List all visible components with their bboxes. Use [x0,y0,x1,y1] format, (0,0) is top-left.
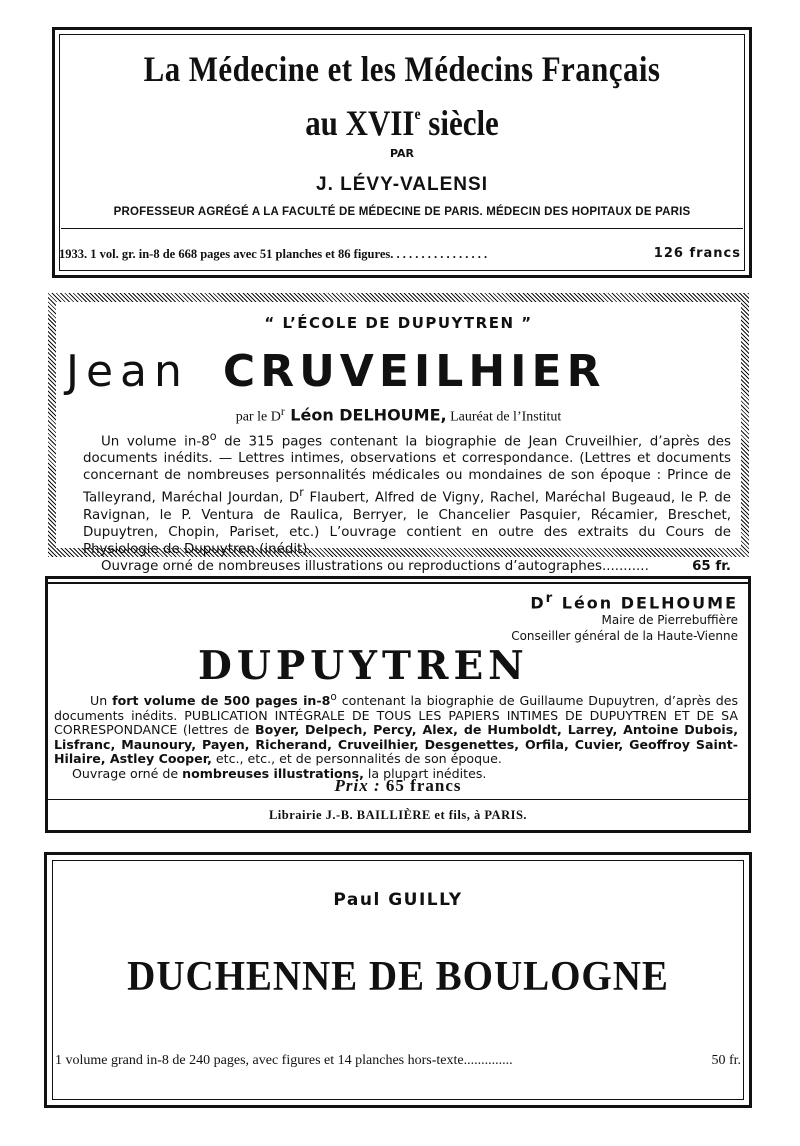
price: 126 francs [653,246,741,261]
publication-info: 1 volume grand in-8 de 240 pages, avec figures et 14 planches hors-texte .............. 50 fr. [55,1053,741,1068]
book-title-line2: au XVIIe siècle [305,103,499,143]
ad-dupuytren [45,576,751,833]
ad-medecine-xvii [52,27,752,278]
divider [48,799,748,800]
author-role: Maire de Pierrebuffière [601,613,738,627]
price: 65 fr. [692,558,731,574]
price: 50 fr. [711,1053,741,1068]
description [54,690,738,781]
author-credentials: PROFESSEUR AGRÉGÉ A LA FACULTÉ DE MÉDECINE DE PARIS. MÉDECIN DES HOPITAUX DE PARIS [113,206,691,218]
book-title: DUPUYTREN [198,643,529,689]
by-label: PAR [389,147,415,160]
description-paragraph: Un fort volume de 500 pages in-8$^o$ contenant la biographie de Guillaume Dupuytren, d’après des documents inédits. PUBLICATION INTÉGRALE DE TOUS LES PAPIERS INTIMES DE DUPUYTREN ET DE SA CORRESPONDANCE (lettres de Boyer, Delpech, Percy, Alex, de Humboldt, Larrey, Antoine Dubois, Lisfranc, Maunoury, Payen, Richerand, Cruveilhier, Desgenettes, Orfila, Cuvier, Geoffroy Saint-Hilaire, Astley Cooper, etc., etc., et de personnalités de son époque. [54,691,739,767]
author-name: Paul GUILLY [333,890,463,910]
publication-info: 1933. 1 vol. gr. in-8 de 668 pages avec 51 planches et 86 figures. . . . . . . . . . . . . . . . [59,247,488,261]
ad-duchenne-de-boulogne [44,852,752,1108]
divider [61,228,743,229]
author-name: $D^r$ Léon DELHOUME [530,591,738,613]
book-title: Jean CRUVEILHIER [66,346,606,397]
author-role: Conseiller général de la Haute-Vienne [511,629,738,643]
ad-jean-cruveilhier [48,293,749,574]
description-paragraph: Un volume in-8$^o$ de 315 pages contenant la biographie de Jean Cruveilhier, d’après des documents inédits. — Lettres intimes, observations et correspondance. (Lettres et documents concernant de nombreuses personnalités médicales ou mondaines de son époque : Prince de Talleyrand, Maréchal Jourdan, $D^r$ Flaubert, Alfred de Vigny, Rachel, Maréchal Bugeaud, le P. de Ravignan, le P. Ventura de Raulica, Berryer, le Chancelier Pasquier, Récamier, Breschet, Dupuytren, Chopin, Pariset, etc.) L’ouvrage contient en outre des extraits du Cours de Physiologie de Dupuytren (inédit). [83,430,732,557]
price: Prix : 65 francs [334,776,462,795]
inner-panel [56,302,741,574]
book-title: DUCHENNE DE BOULOGNE [127,954,669,1000]
author-line: par le $D^r$ Léon DELHOUME, Lauréat de l’Institut [235,405,562,425]
top-rule [48,582,748,584]
description [83,428,731,575]
illustrations-line: Ouvrage orné de nombreuses illustrations ou reproductions d’autographes ........... 65 fr. [101,558,731,574]
series-label: “ L’ÉCOLE DE DUPUYTREN ” [264,314,533,332]
author-name: J. LÉVY-VALENSI [316,174,488,195]
illustrations-line: Ouvrage orné de nombreuses illustrations, la plupart inédites. [72,765,487,781]
publisher: Librairie J.-B. BAILLIÈRE et fils, à PARIS. [268,808,528,822]
book-title-line1: La Médecine et les Médecins Français [143,49,661,89]
